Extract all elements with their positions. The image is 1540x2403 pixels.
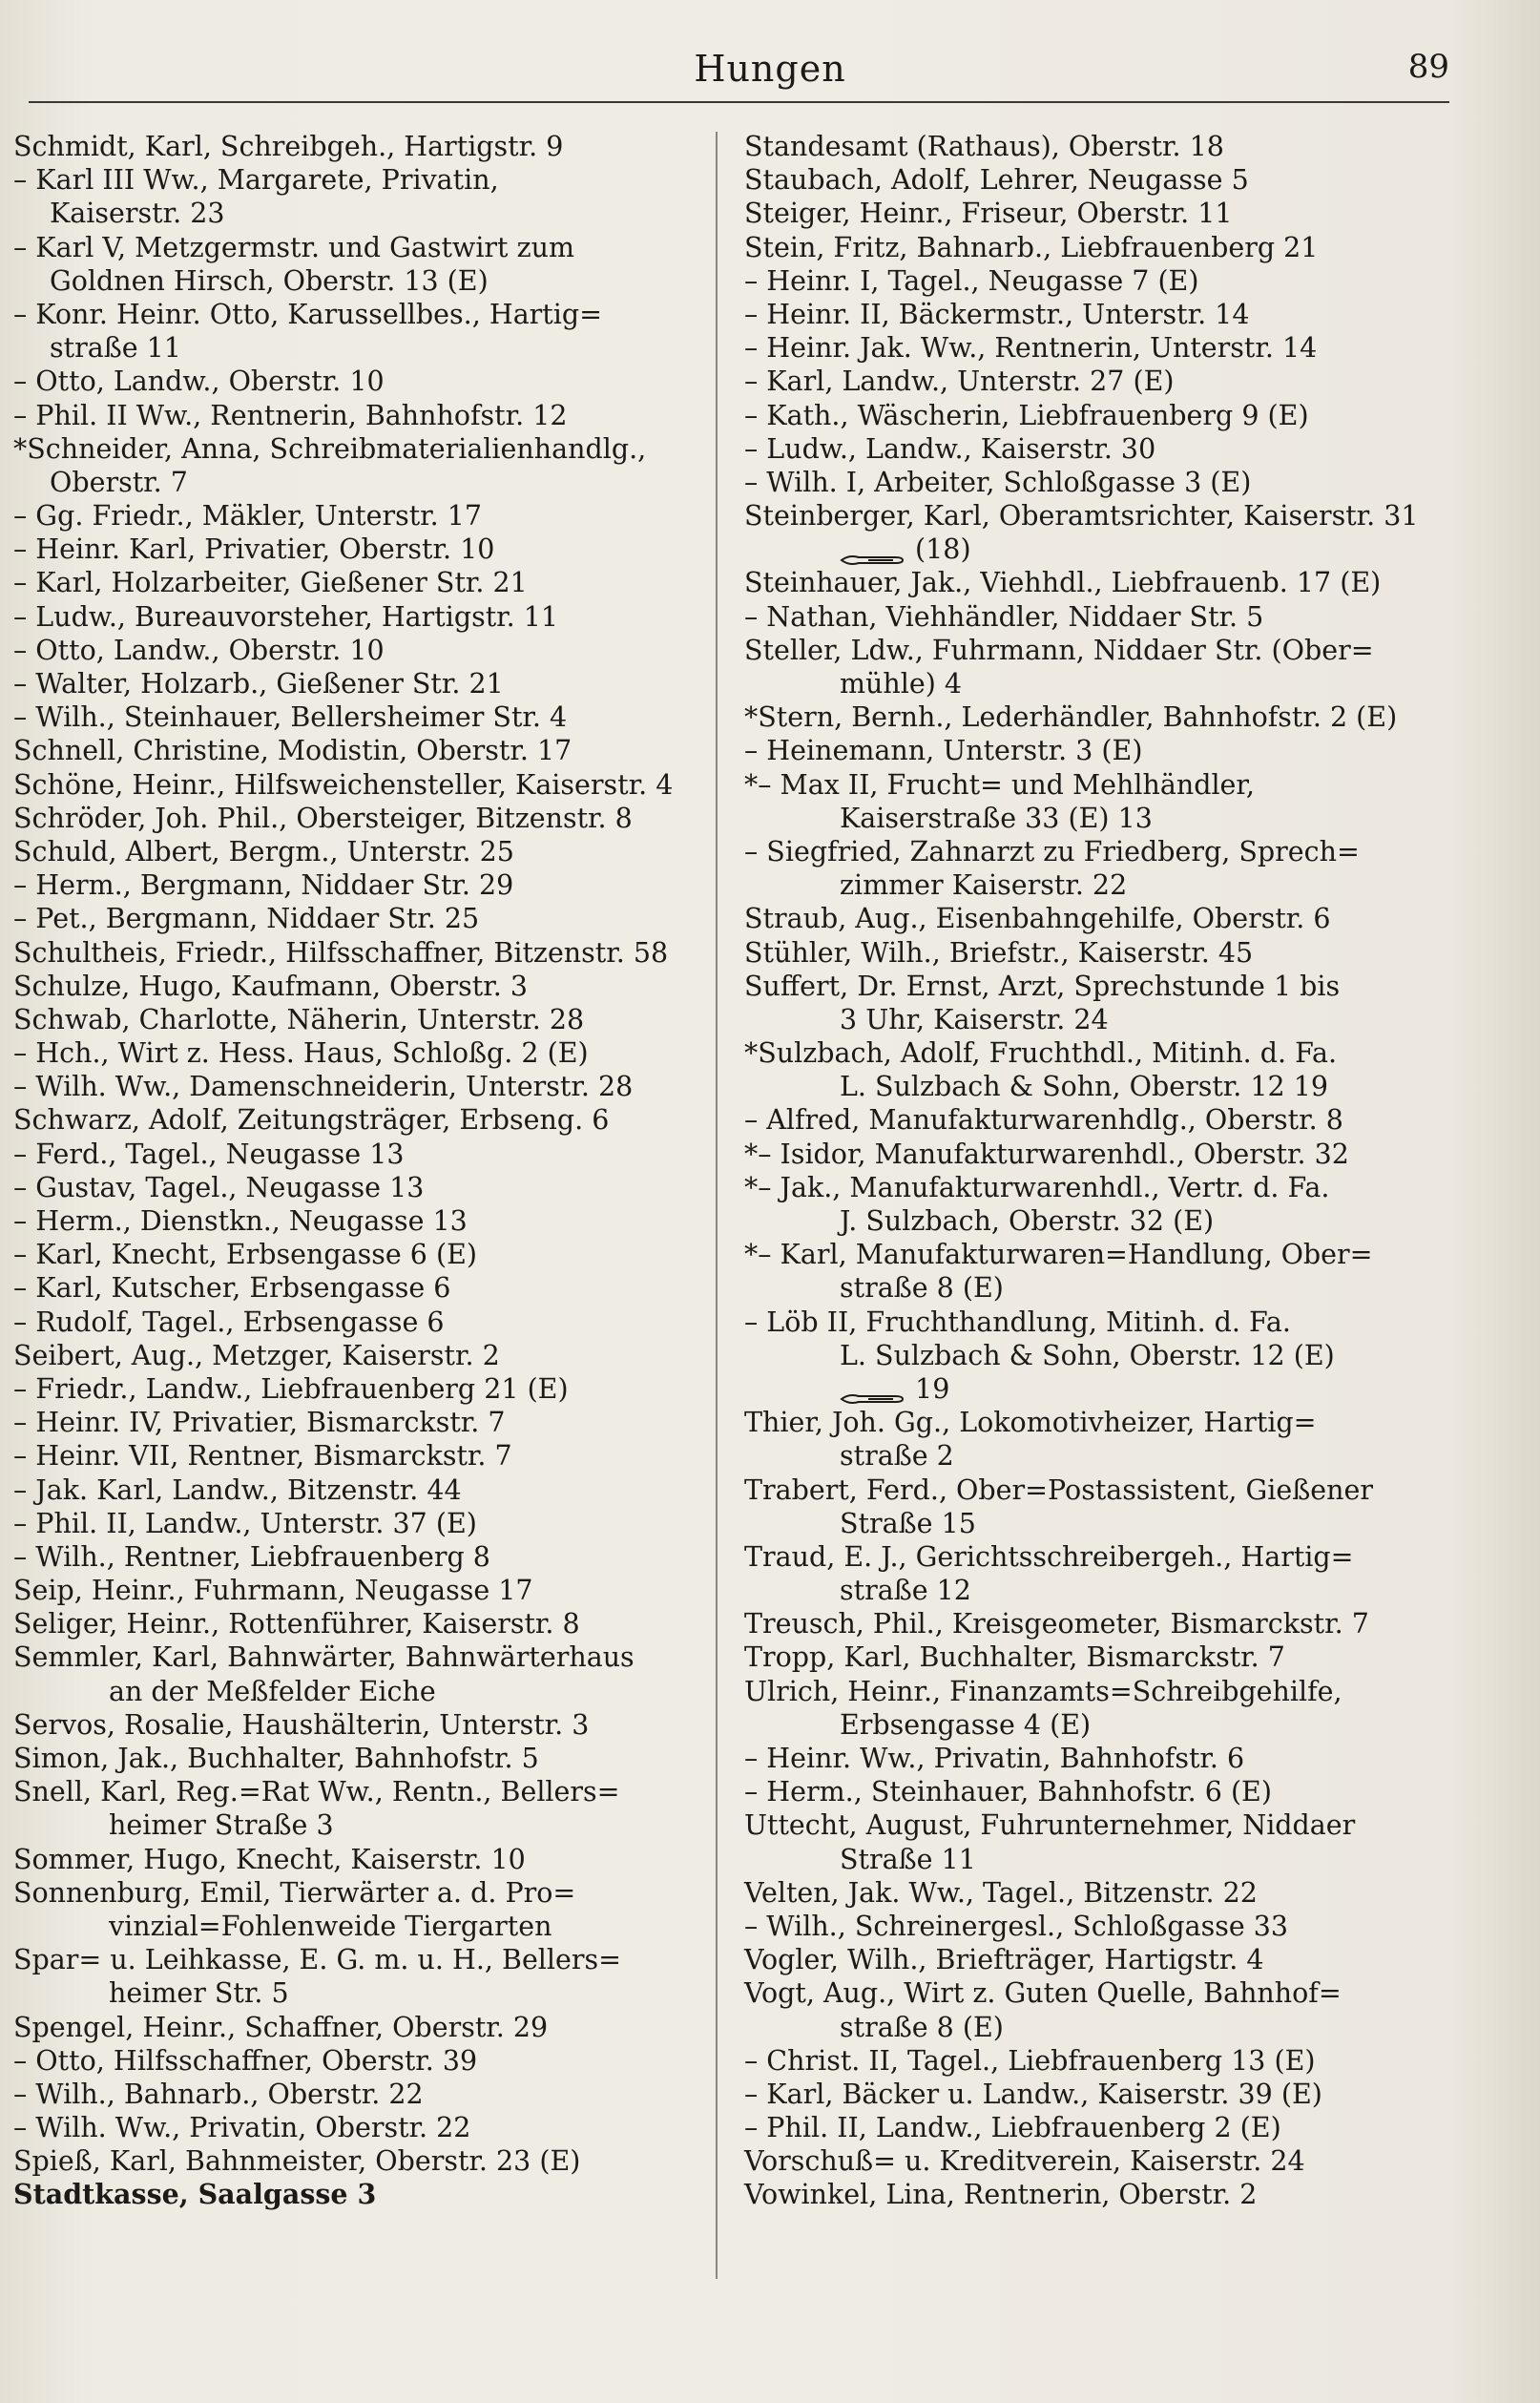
header-rule [29, 101, 1449, 103]
directory-entry-line: – Otto, Landw., Oberstr. 10 [13, 366, 385, 398]
directory-entry-line: Sonnenburg, Emil, Tierwärter a. d. Pro= [13, 1876, 576, 1909]
directory-entry-line: straße 11 [50, 332, 181, 365]
directory-entry-line: Schröder, Joh. Phil., Obersteiger, Bitzenstr. 8 [13, 802, 633, 834]
directory-entry-line: – Alfred, Manufakturwarenhdlg., Oberstr. 8 [744, 1104, 1343, 1137]
directory-entry-line: straße 2 [840, 1440, 954, 1473]
directory-entry-line: Stühler, Wilh., Briefstr., Kaiserstr. 45 [744, 936, 1254, 969]
directory-entry-line: – Wilh., Rentner, Liebfrauenberg 8 [13, 1540, 490, 1573]
directory-entry-line: Simon, Jak., Buchhalter, Bahnhofstr. 5 [13, 1743, 539, 1774]
directory-entry-line: Tropp, Karl, Buchhalter, Bismarckstr. 7 [744, 1641, 1285, 1674]
directory-entry-line: – Löb II, Fruchthandlung, Mitinh. d. Fa. [744, 1306, 1291, 1338]
directory-entry-line: – Friedr., Landw., Liebfrauenberg 21 (E) [13, 1372, 569, 1405]
directory-entry-line: *Schneider, Anna, Schreibmaterialienhandlg., [13, 432, 647, 465]
directory-entry-line: – Karl, Knecht, Erbsengasse 6 (E) [13, 1239, 478, 1271]
directory-entry-line: Servos, Rosalie, Haushälterin, Unterstr. 3 [13, 1708, 590, 1741]
directory-entry-line: – Walter, Holzarb., Gießener Str. 21 [13, 668, 504, 700]
page-number: 89 [1407, 48, 1449, 86]
directory-entry-line: Schuld, Albert, Bergm., Unterstr. 25 [13, 835, 514, 867]
directory-entry-line: Steinhauer, Jak., Viehhdl., Liebfrauenb. 17 (E) [744, 567, 1382, 599]
directory-entry-line: Vorschuß= u. Kreditverein, Kaiserstr. 24 [744, 2145, 1305, 2178]
directory-entry-line: Vowinkel, Lina, Rentnerin, Oberstr. 2 [744, 2179, 1258, 2211]
directory-entry-line [744, 533, 1450, 566]
directory-entry-line: – Otto, Landw., Oberstr. 10 [13, 634, 385, 666]
directory-entry-line: – Wilh. Ww., Privatin, Oberstr. 22 [13, 2112, 471, 2144]
directory-entry-line: *– Jak., Manufakturwarenhdl., Vertr. d. Fa. [744, 1171, 1330, 1203]
page-header [0, 48, 1540, 95]
directory-entry-line: 3 Uhr, Kaiserstr. 24 [840, 1003, 1109, 1035]
telephone-hand-icon [840, 543, 906, 560]
directory-entry-line: Treusch, Phil., Kreisgeometer, Bismarckstr. 7 [744, 1608, 1369, 1640]
directory-entry-line: Vogt, Aug., Wirt z. Guten Quelle, Bahnhof= [744, 1977, 1342, 2010]
directory-entry-line: – Nathan, Viehhändler, Niddaer Str. 5 [744, 600, 1264, 633]
directory-entry-line: – Heinr. Karl, Privatier, Oberstr. 10 [13, 533, 495, 566]
directory-entry-line: Schöne, Heinr., Hilfsweichensteller, Kaiserstr. 4 [13, 768, 674, 801]
directory-entry-line: J. Sulzbach, Oberstr. 32 (E) [840, 1205, 1215, 1237]
directory-entry-line: – Hch., Wirt z. Hess. Haus, Schloßg. 2 (E) [13, 1037, 589, 1070]
directory-entry-line: Oberstr. 7 [50, 466, 188, 498]
directory-entry-line: Suffert, Dr. Ernst, Arzt, Sprechstunde 1 bis [744, 970, 1341, 1002]
directory-entry-line: – Karl, Landw., Unterstr. 27 (E) [744, 366, 1175, 398]
directory-entry-line: Seibert, Aug., Metzger, Kaiserstr. 2 [13, 1339, 500, 1371]
directory-entry-line: – Wilh., Bahnarb., Oberstr. 22 [13, 2078, 424, 2110]
directory-entry-line: – Ludw., Bureauvorsteher, Hartigstr. 11 [13, 600, 559, 633]
directory-entry-line: – Herm., Bergmann, Niddaer Str. 29 [13, 869, 514, 902]
directory-entry-line: *– Karl, Manufakturwaren=Handlung, Ober= [744, 1239, 1373, 1271]
directory-entry-line: – Wilh. Ww., Damenschneiderin, Unterstr. 28 [13, 1071, 634, 1103]
directory-entry-line: – Wilh., Schreinergesl., Schloßgasse 33 [744, 1910, 1289, 1942]
directory-entry-line: – Phil. II, Landw., Liebfrauenberg 2 (E) [744, 2112, 1281, 2144]
directory-entry-line: – Pet., Bergmann, Niddaer Str. 25 [13, 903, 480, 935]
directory-entry-line: – Heinr. VII, Rentner, Bismarckstr. 7 [13, 1440, 512, 1473]
directory-entry-line: – Heinr. IV, Privatier, Bismarckstr. 7 [13, 1407, 506, 1439]
directory-entry-line: *Stern, Bernh., Lederhändler, Bahnhofstr. 2 (E) [744, 701, 1398, 734]
directory-entry-line: Steiger, Heinr., Friseur, Oberstr. 11 [744, 198, 1233, 230]
directory-entry-line: straße 8 (E) [840, 2011, 1004, 2043]
directory-entry-line: Stein, Fritz, Bahnarb., Liebfrauenberg 21 [744, 231, 1319, 263]
directory-entry-line: – Otto, Hilfsschaffner, Oberstr. 39 [13, 2044, 478, 2077]
directory-entry-line: Traud, E. J., Gerichtsschreibergeh., Hartig= [744, 1540, 1354, 1573]
directory-entry-line: heimer Straße 3 [109, 1809, 334, 1842]
directory-entry-line: Straub, Aug., Eisenbahngehilfe, Oberstr. 6 [744, 903, 1331, 935]
directory-entry-line: – Phil. II Ww., Rentnerin, Bahnhofstr. 12 [13, 399, 568, 431]
directory-entry-line: Erbsengasse 4 (E) [840, 1708, 1092, 1741]
left-column [13, 130, 681, 2212]
directory-entry-line: – Ludw., Landw., Kaiserstr. 30 [744, 432, 1156, 465]
directory-entry-line: vinzial=Fohlenweide Tiergarten [109, 1910, 552, 1942]
directory-entry-line: Thier, Joh. Gg., Lokomotivheizer, Hartig= [744, 1407, 1317, 1439]
directory-entry-line: – Heinr. Jak. Ww., Rentnerin, Unterstr. 14 [744, 332, 1318, 365]
directory-entry-line: – Wilh., Steinhauer, Bellersheimer Str. 4 [13, 701, 568, 734]
directory-entry-line: – Jak. Karl, Landw., Bitzenstr. 44 [13, 1473, 462, 1506]
directory-entry-line: Schwarz, Adolf, Zeitungsträger, Erbseng. 6 [13, 1104, 610, 1137]
telephone-hand-icon [840, 1382, 906, 1399]
directory-entry-line: Trabert, Ferd., Ober=Postassistent, Gießener [744, 1473, 1374, 1506]
directory-entry-line: Schwab, Charlotte, Näherin, Unterstr. 28 [13, 1003, 585, 1035]
directory-entry-line: Kaiserstraße 33 (E) 13 [840, 802, 1153, 834]
directory-entry-line: L. Sulzbach & Sohn, Oberstr. 12 19 [840, 1071, 1328, 1103]
directory-entry-line: *– Max II, Frucht= und Mehlhändler, [744, 768, 1255, 801]
directory-entry-line: Kaiserstr. 23 [50, 198, 225, 230]
directory-entry-line: Stadtkasse, Saalgasse 3 [13, 2178, 377, 2211]
directory-entry-line: – Heinemann, Unterstr. 3 (E) [744, 735, 1143, 767]
directory-entry-line: – Ferd., Tagel., Neugasse 13 [13, 1138, 405, 1170]
directory-entry-line: Spieß, Karl, Bahnmeister, Oberstr. 23 (E) [13, 2145, 581, 2178]
directory-entry-line: – Phil. II, Landw., Unterstr. 37 (E) [13, 1507, 477, 1539]
directory-entry-line: Steller, Ldw., Fuhrmann, Niddaer Str. (Ober= [744, 634, 1374, 666]
directory-entry-line: Snell, Karl, Reg.=Rat Ww., Rentn., Bellers= [13, 1776, 620, 1808]
directory-entry-line: Vogler, Wilh., Briefträger, Hartigstr. 4 [744, 1944, 1264, 1976]
directory-entry-line: – Siegfried, Zahnarzt zu Friedberg, Sprech= [744, 835, 1360, 867]
directory-entry-line: Schmidt, Karl, Schreibgeh., Hartigstr. 9 [13, 131, 564, 162]
directory-entry-line: – Konr. Heinr. Otto, Karussellbes., Hartig= [13, 298, 602, 330]
directory-entry-line: Uttecht, August, Fuhrunternehmer, Niddaer [744, 1809, 1356, 1842]
directory-entry-line: Ulrich, Heinr., Finanzamts=Schreibgehilfe, [744, 1675, 1342, 1707]
directory-entry-line: – Heinr. II, Bäckermstr., Unterstr. 14 [744, 298, 1250, 330]
directory-entry-line: Straße 11 [840, 1843, 976, 1875]
directory-entry-line: Goldnen Hirsch, Oberstr. 13 (E) [50, 264, 489, 297]
directory-entry-line: – Wilh. I, Arbeiter, Schloßgasse 3 (E) [744, 466, 1252, 498]
directory-entry-line: – Gustav, Tagel., Neugasse 13 [13, 1171, 425, 1203]
directory-entry-line: Semmler, Karl, Bahnwärter, Bahnwärterhaus [13, 1641, 635, 1674]
directory-entry-line [744, 1372, 1450, 1406]
directory-entry-line: – Karl V, Metzgermstr. und Gastwirt zum [13, 231, 574, 263]
directory-entry-line: L. Sulzbach & Sohn, Oberstr. 12 (E) [840, 1339, 1335, 1371]
entry-text: (18) [906, 533, 971, 566]
page-title: Hungen [694, 48, 846, 90]
directory-entry-line: Sommer, Hugo, Knecht, Kaiserstr. 10 [13, 1843, 526, 1875]
directory-entry-line: – Kath., Wäscherin, Liebfrauenberg 9 (E) [744, 399, 1309, 431]
directory-entry-line: – Heinr. I, Tagel., Neugasse 7 (E) [744, 264, 1199, 297]
directory-entry-line: – Karl, Bäcker u. Landw., Kaiserstr. 39 (E) [744, 2078, 1322, 2110]
directory-entry-line: – Herm., Steinhauer, Bahnhofstr. 6 (E) [744, 1776, 1272, 1808]
directory-entry-line: Velten, Jak. Ww., Tagel., Bitzenstr. 22 [744, 1876, 1258, 1909]
directory-entry-line: Spar= u. Leihkasse, E. G. m. u. H., Bellers= [13, 1944, 622, 1976]
directory-entry-line: zimmer Kaiserstr. 22 [840, 869, 1128, 902]
entry-text: 19 [906, 1372, 950, 1405]
directory-entry-line: Standesamt (Rathaus), Oberstr. 18 [744, 131, 1224, 162]
directory-entry-line: Schulze, Hugo, Kaufmann, Oberstr. 3 [13, 970, 528, 1002]
directory-entry-line: an der Meßfelder Eiche [109, 1675, 436, 1707]
directory-entry-line: *Sulzbach, Adolf, Fruchthdl., Mitinh. d. Fa. [744, 1037, 1338, 1070]
directory-entry-line: *– Isidor, Manufakturwarenhdl., Oberstr. 32 [744, 1138, 1349, 1170]
directory-entry-line: Steinberger, Karl, Oberamtsrichter, Kaiserstr. 31 [744, 500, 1419, 533]
directory-entry-line: – Karl III Ww., Margarete, Privatin, [13, 164, 499, 197]
directory-entry-line: straße 12 [840, 1575, 971, 1607]
directory-entry-line: – Herm., Dienstkn., Neugasse 13 [13, 1205, 468, 1237]
column-divider [716, 132, 718, 2279]
directory-entry-line: Seip, Heinr., Fuhrmann, Neugasse 17 [13, 1575, 533, 1607]
directory-entry-line: – Christ. II, Tagel., Liebfrauenberg 13 (E) [744, 2044, 1316, 2077]
directory-entry-line: – Heinr. Ww., Privatin, Bahnhofstr. 6 [744, 1743, 1245, 1774]
directory-entry-line: heimer Str. 5 [109, 1977, 289, 2010]
directory-entry-line: Staubach, Adolf, Lehrer, Neugasse 5 [744, 164, 1249, 197]
right-column [744, 130, 1450, 2212]
directory-entry-line: Schultheis, Friedr., Hilfsschaffner, Bitzenstr. 58 [13, 936, 669, 969]
directory-entry-line: mühle) 4 [840, 668, 963, 700]
directory-entry-line: – Karl, Kutscher, Erbsengasse 6 [13, 1272, 451, 1305]
directory-entry-line: – Rudolf, Tagel., Erbsengasse 6 [13, 1306, 445, 1338]
directory-entry-line: – Karl, Holzarbeiter, Gießener Str. 21 [13, 567, 528, 599]
directory-entry-line: Spengel, Heinr., Schaffner, Oberstr. 29 [13, 2011, 549, 2043]
directory-entry-line: Straße 15 [840, 1507, 976, 1539]
directory-entry-line: straße 8 (E) [840, 1272, 1004, 1305]
directory-entry-line: Seliger, Heinr., Rottenführer, Kaiserstr. 8 [13, 1608, 580, 1640]
directory-entry-line: Schnell, Christine, Modistin, Oberstr. 17 [13, 735, 572, 767]
directory-entry-line: – Gg. Friedr., Mäkler, Unterstr. 17 [13, 500, 483, 533]
